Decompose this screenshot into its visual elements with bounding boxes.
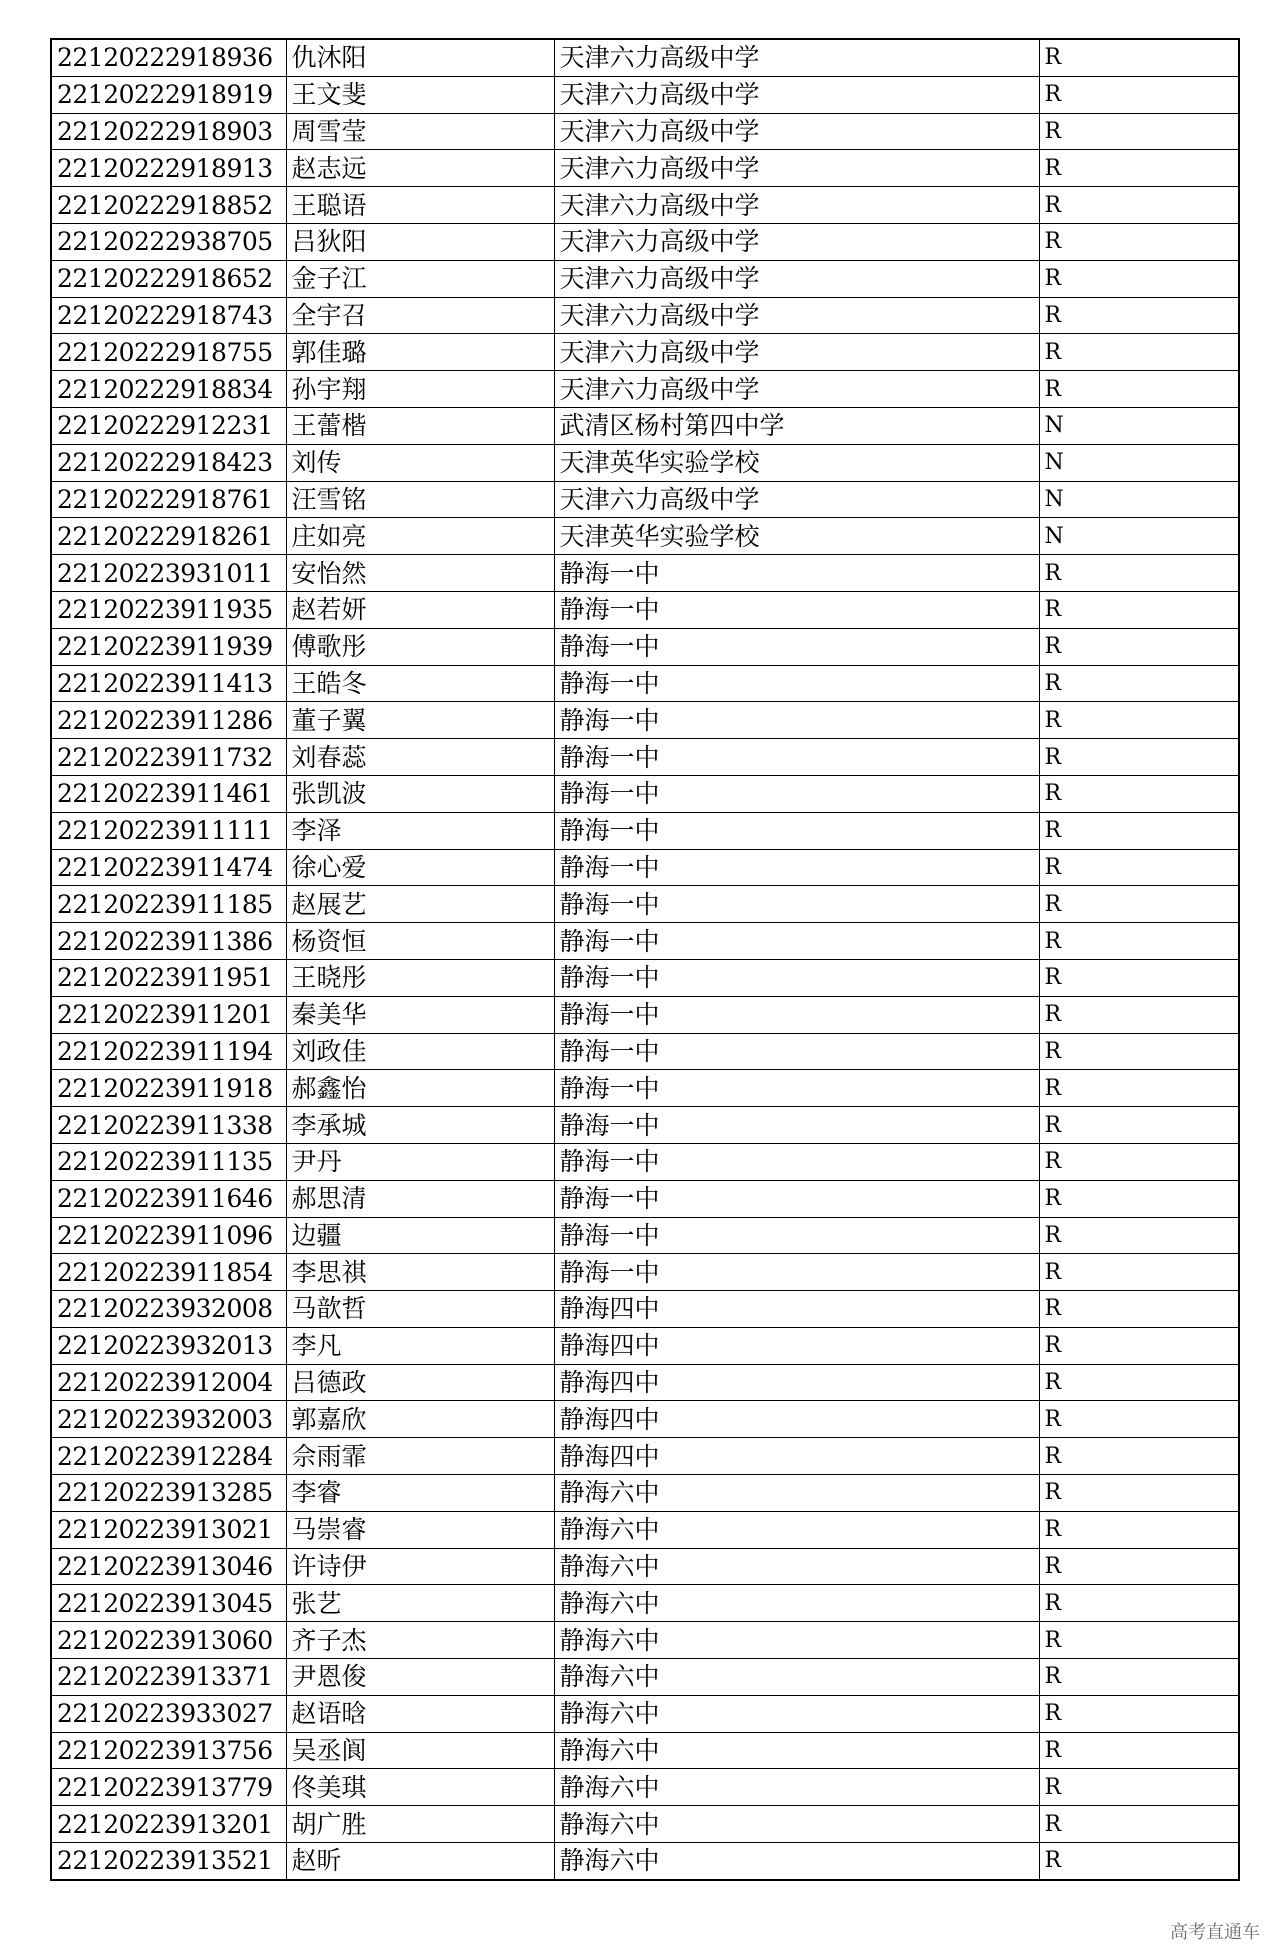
table-row [51, 628, 1239, 665]
student-id-cell: 22120223911338 [51, 1107, 286, 1144]
student-id-cell: 22120222918755 [51, 334, 286, 371]
school-cell: 静海四中 [554, 1438, 1039, 1475]
student-name-cell: 佘雨霏 [286, 1438, 554, 1475]
level-cell: R [1039, 1070, 1239, 1107]
student-id-cell: 22120223913285 [51, 1475, 286, 1512]
student-id-cell: 22120223913779 [51, 1769, 286, 1806]
level-cell: N [1039, 481, 1239, 518]
student-name-cell: 吕德政 [286, 1364, 554, 1401]
table-row [51, 1622, 1239, 1659]
table-row [51, 260, 1239, 297]
student-name-cell: 董子翼 [286, 702, 554, 739]
student-name-cell: 秦美华 [286, 996, 554, 1033]
table-row [51, 1217, 1239, 1254]
level-cell: N [1039, 518, 1239, 555]
student-id-cell: 22120222918919 [51, 76, 286, 113]
school-cell: 静海一中 [554, 628, 1039, 665]
table-row [51, 849, 1239, 886]
student-name-cell: 庄如亮 [286, 518, 554, 555]
school-cell: 静海一中 [554, 886, 1039, 923]
level-cell: R [1039, 775, 1239, 812]
level-cell: R [1039, 1511, 1239, 1548]
level-cell: R [1039, 996, 1239, 1033]
student-id-cell: 22120223913521 [51, 1843, 286, 1880]
student-name-cell: 傅歌彤 [286, 628, 554, 665]
level-cell: R [1039, 1438, 1239, 1475]
student-id-cell: 22120223911111 [51, 812, 286, 849]
level-cell: R [1039, 849, 1239, 886]
table-row [51, 923, 1239, 960]
level-cell: R [1039, 959, 1239, 996]
student-id-cell: 22120222918852 [51, 187, 286, 224]
school-cell: 天津六力高级中学 [554, 371, 1039, 408]
table-row [51, 1548, 1239, 1585]
student-name-cell: 李凡 [286, 1327, 554, 1364]
student-id-cell: 22120223911386 [51, 923, 286, 960]
level-cell: N [1039, 407, 1239, 444]
level-cell: R [1039, 1843, 1239, 1880]
school-cell: 静海一中 [554, 739, 1039, 776]
student-name-cell: 王皓冬 [286, 665, 554, 702]
school-cell: 静海六中 [554, 1659, 1039, 1696]
level-cell: R [1039, 1180, 1239, 1217]
level-cell: R [1039, 628, 1239, 665]
student-name-cell: 郝思清 [286, 1180, 554, 1217]
school-cell: 静海一中 [554, 959, 1039, 996]
student-id-cell: 22120223913045 [51, 1585, 286, 1622]
table-row [51, 959, 1239, 996]
student-id-cell: 22120223933027 [51, 1695, 286, 1732]
school-cell: 静海一中 [554, 702, 1039, 739]
level-cell: R [1039, 1217, 1239, 1254]
table-row [51, 1659, 1239, 1696]
student-name-cell: 王聪语 [286, 187, 554, 224]
student-id-cell: 22120223911732 [51, 739, 286, 776]
student-name-cell: 刘春蕊 [286, 739, 554, 776]
table-row [51, 1695, 1239, 1732]
table-row [51, 444, 1239, 481]
level-cell: R [1039, 1033, 1239, 1070]
student-id-cell: 22120223911461 [51, 775, 286, 812]
school-cell: 天津六力高级中学 [554, 334, 1039, 371]
school-cell: 天津六力高级中学 [554, 187, 1039, 224]
level-cell: R [1039, 1585, 1239, 1622]
school-cell: 静海六中 [554, 1843, 1039, 1880]
school-cell: 静海一中 [554, 1143, 1039, 1180]
student-id-cell: 22120223913046 [51, 1548, 286, 1585]
table-row [51, 1107, 1239, 1144]
school-cell: 静海四中 [554, 1401, 1039, 1438]
student-name-cell: 胡广胜 [286, 1806, 554, 1843]
level-cell: R [1039, 334, 1239, 371]
student-name-cell: 吴丞阆 [286, 1732, 554, 1769]
school-cell: 天津英华实验学校 [554, 518, 1039, 555]
table-row [51, 481, 1239, 518]
school-cell: 静海六中 [554, 1695, 1039, 1732]
table-row [51, 775, 1239, 812]
student-name-cell: 边疆 [286, 1217, 554, 1254]
student-id-cell: 22120223911194 [51, 1033, 286, 1070]
student-name-cell: 佟美琪 [286, 1769, 554, 1806]
school-cell: 静海六中 [554, 1511, 1039, 1548]
school-cell: 静海六中 [554, 1769, 1039, 1806]
table-row [51, 555, 1239, 592]
student-name-cell: 张艺 [286, 1585, 554, 1622]
school-cell: 静海一中 [554, 1070, 1039, 1107]
student-name-cell: 赵志远 [286, 150, 554, 187]
level-cell: R [1039, 371, 1239, 408]
student-name-cell: 许诗伊 [286, 1548, 554, 1585]
table-row [51, 1732, 1239, 1769]
student-id-cell: 22120222918834 [51, 371, 286, 408]
student-name-cell: 齐子杰 [286, 1622, 554, 1659]
student-id-cell: 22120222918261 [51, 518, 286, 555]
table-row [51, 1180, 1239, 1217]
student-id-cell: 22120223913756 [51, 1732, 286, 1769]
table-row [51, 223, 1239, 260]
school-cell: 静海一中 [554, 1254, 1039, 1291]
school-cell: 静海一中 [554, 923, 1039, 960]
student-id-cell: 22120223913060 [51, 1622, 286, 1659]
level-cell: R [1039, 1107, 1239, 1144]
student-id-cell: 22120223911918 [51, 1070, 286, 1107]
school-cell: 静海六中 [554, 1806, 1039, 1843]
student-name-cell: 赵昕 [286, 1843, 554, 1880]
table-row [51, 886, 1239, 923]
school-cell: 静海一中 [554, 665, 1039, 702]
level-cell: R [1039, 1769, 1239, 1806]
student-name-cell: 刘政佳 [286, 1033, 554, 1070]
student-id-cell: 22120223931011 [51, 555, 286, 592]
table-row [51, 1033, 1239, 1070]
school-cell: 静海一中 [554, 1217, 1039, 1254]
student-id-cell: 22120223911854 [51, 1254, 286, 1291]
student-name-cell: 尹恩俊 [286, 1659, 554, 1696]
level-cell: R [1039, 886, 1239, 923]
level-cell: R [1039, 1254, 1239, 1291]
school-cell: 武清区杨村第四中学 [554, 407, 1039, 444]
school-cell: 静海六中 [554, 1548, 1039, 1585]
table-row [51, 518, 1239, 555]
student-name-cell: 全宇召 [286, 297, 554, 334]
level-cell: R [1039, 1143, 1239, 1180]
school-cell: 静海一中 [554, 1180, 1039, 1217]
table-row [51, 1070, 1239, 1107]
student-name-cell: 李承城 [286, 1107, 554, 1144]
level-cell: R [1039, 923, 1239, 960]
table-row [51, 187, 1239, 224]
student-name-cell: 张凯波 [286, 775, 554, 812]
student-id-cell: 22120223911474 [51, 849, 286, 886]
level-cell: R [1039, 1327, 1239, 1364]
level-cell: R [1039, 739, 1239, 776]
level-cell: R [1039, 223, 1239, 260]
student-id-cell: 22120223911286 [51, 702, 286, 739]
table-row [51, 996, 1239, 1033]
student-id-cell: 22120223911951 [51, 959, 286, 996]
school-cell: 静海四中 [554, 1364, 1039, 1401]
student-id-cell: 22120223911413 [51, 665, 286, 702]
school-cell: 静海一中 [554, 812, 1039, 849]
student-id-cell: 22120223912284 [51, 1438, 286, 1475]
student-id-cell: 22120222918652 [51, 260, 286, 297]
school-cell: 天津六力高级中学 [554, 39, 1039, 76]
level-cell: N [1039, 444, 1239, 481]
student-id-cell: 22120223913021 [51, 1511, 286, 1548]
table-row [51, 76, 1239, 113]
student-id-cell: 22120223911935 [51, 591, 286, 628]
table-row [51, 150, 1239, 187]
student-name-cell: 李思祺 [286, 1254, 554, 1291]
school-cell: 天津六力高级中学 [554, 223, 1039, 260]
school-cell: 天津六力高级中学 [554, 481, 1039, 518]
table-row [51, 1769, 1239, 1806]
table-row [51, 1585, 1239, 1622]
student-name-cell: 王文斐 [286, 76, 554, 113]
student-name-cell: 郭嘉欣 [286, 1401, 554, 1438]
student-name-cell: 李睿 [286, 1475, 554, 1512]
school-cell: 静海四中 [554, 1291, 1039, 1328]
student-id-cell: 22120222918913 [51, 150, 286, 187]
student-id-cell: 22120223913371 [51, 1659, 286, 1696]
school-cell: 静海一中 [554, 1107, 1039, 1144]
student-id-cell: 22120222938705 [51, 223, 286, 260]
student-name-cell: 仇沐阳 [286, 39, 554, 76]
student-id-cell: 22120222918936 [51, 39, 286, 76]
student-id-cell: 22120223932003 [51, 1401, 286, 1438]
school-cell: 天津六力高级中学 [554, 150, 1039, 187]
student-name-cell: 吕狄阳 [286, 223, 554, 260]
level-cell: R [1039, 555, 1239, 592]
table-row [51, 1364, 1239, 1401]
level-cell: R [1039, 1622, 1239, 1659]
level-cell: R [1039, 1806, 1239, 1843]
school-cell: 天津英华实验学校 [554, 444, 1039, 481]
student-name-cell: 赵语晗 [286, 1695, 554, 1732]
level-cell: R [1039, 1548, 1239, 1585]
student-name-cell: 马歆哲 [286, 1291, 554, 1328]
level-cell: R [1039, 297, 1239, 334]
student-name-cell: 杨资恒 [286, 923, 554, 960]
student-name-cell: 马崇睿 [286, 1511, 554, 1548]
table-row [51, 1291, 1239, 1328]
student-name-cell: 王晓彤 [286, 959, 554, 996]
school-cell: 静海六中 [554, 1622, 1039, 1659]
level-cell: R [1039, 113, 1239, 150]
student-name-cell: 王蕾楷 [286, 407, 554, 444]
student-name-cell: 汪雪铭 [286, 481, 554, 518]
school-cell: 静海一中 [554, 849, 1039, 886]
student-table [50, 38, 1240, 1881]
table-row [51, 1401, 1239, 1438]
school-cell: 静海六中 [554, 1475, 1039, 1512]
student-name-cell: 赵展艺 [286, 886, 554, 923]
school-cell: 天津六力高级中学 [554, 113, 1039, 150]
school-cell: 静海六中 [554, 1732, 1039, 1769]
student-name-cell: 徐心爱 [286, 849, 554, 886]
table-row [51, 1327, 1239, 1364]
level-cell: R [1039, 1475, 1239, 1512]
level-cell: R [1039, 665, 1239, 702]
student-name-cell: 李泽 [286, 812, 554, 849]
table-row [51, 665, 1239, 702]
student-id-cell: 22120223913201 [51, 1806, 286, 1843]
student-id-cell: 22120223911939 [51, 628, 286, 665]
table-row [51, 1254, 1239, 1291]
student-id-cell: 22120223912004 [51, 1364, 286, 1401]
student-id-cell: 22120222918423 [51, 444, 286, 481]
table-row [51, 297, 1239, 334]
table-row [51, 1511, 1239, 1548]
school-cell: 静海一中 [554, 591, 1039, 628]
student-name-cell: 金子江 [286, 260, 554, 297]
student-name-cell: 郭佳璐 [286, 334, 554, 371]
watermark-text: 高考直通车 [1170, 1922, 1260, 1943]
student-name-cell: 尹丹 [286, 1143, 554, 1180]
table-row [51, 334, 1239, 371]
student-name-cell: 周雪莹 [286, 113, 554, 150]
level-cell: R [1039, 1659, 1239, 1696]
student-id-cell: 22120222918761 [51, 481, 286, 518]
student-id-cell: 22120222918743 [51, 297, 286, 334]
level-cell: R [1039, 150, 1239, 187]
level-cell: R [1039, 1291, 1239, 1328]
level-cell: R [1039, 1695, 1239, 1732]
table-row [51, 591, 1239, 628]
level-cell: R [1039, 812, 1239, 849]
student-name-cell: 赵若妍 [286, 591, 554, 628]
student-name-cell: 孙宇翔 [286, 371, 554, 408]
student-id-cell: 22120223932013 [51, 1327, 286, 1364]
school-cell: 静海一中 [554, 555, 1039, 592]
table-row [51, 39, 1239, 76]
level-cell: R [1039, 187, 1239, 224]
school-cell: 静海一中 [554, 1033, 1039, 1070]
student-id-cell: 22120223911135 [51, 1143, 286, 1180]
school-cell: 天津六力高级中学 [554, 260, 1039, 297]
table-row [51, 702, 1239, 739]
table-row [51, 371, 1239, 408]
table-row [51, 113, 1239, 150]
student-id-cell: 22120223911185 [51, 886, 286, 923]
student-id-cell: 22120222918903 [51, 113, 286, 150]
level-cell: R [1039, 591, 1239, 628]
table-row [51, 1843, 1239, 1880]
table-row [51, 407, 1239, 444]
table-row [51, 812, 1239, 849]
student-id-cell: 22120223911201 [51, 996, 286, 1033]
level-cell: R [1039, 260, 1239, 297]
student-table-body [51, 39, 1239, 1880]
student-id-cell: 22120223911096 [51, 1217, 286, 1254]
student-name-cell: 安怡然 [286, 555, 554, 592]
school-cell: 天津六力高级中学 [554, 297, 1039, 334]
table-row [51, 739, 1239, 776]
school-cell: 静海六中 [554, 1585, 1039, 1622]
level-cell: R [1039, 1364, 1239, 1401]
student-id-cell: 22120222912231 [51, 407, 286, 444]
table-row [51, 1475, 1239, 1512]
table-row [51, 1438, 1239, 1475]
school-cell: 静海一中 [554, 996, 1039, 1033]
student-id-cell: 22120223932008 [51, 1291, 286, 1328]
table-row [51, 1806, 1239, 1843]
table-row [51, 1143, 1239, 1180]
level-cell: R [1039, 1401, 1239, 1438]
school-cell: 天津六力高级中学 [554, 76, 1039, 113]
student-id-cell: 22120223911646 [51, 1180, 286, 1217]
level-cell: R [1039, 39, 1239, 76]
student-name-cell: 郝鑫怡 [286, 1070, 554, 1107]
school-cell: 静海一中 [554, 775, 1039, 812]
student-name-cell: 刘传 [286, 444, 554, 481]
level-cell: R [1039, 702, 1239, 739]
school-cell: 静海四中 [554, 1327, 1039, 1364]
level-cell: R [1039, 1732, 1239, 1769]
level-cell: R [1039, 76, 1239, 113]
